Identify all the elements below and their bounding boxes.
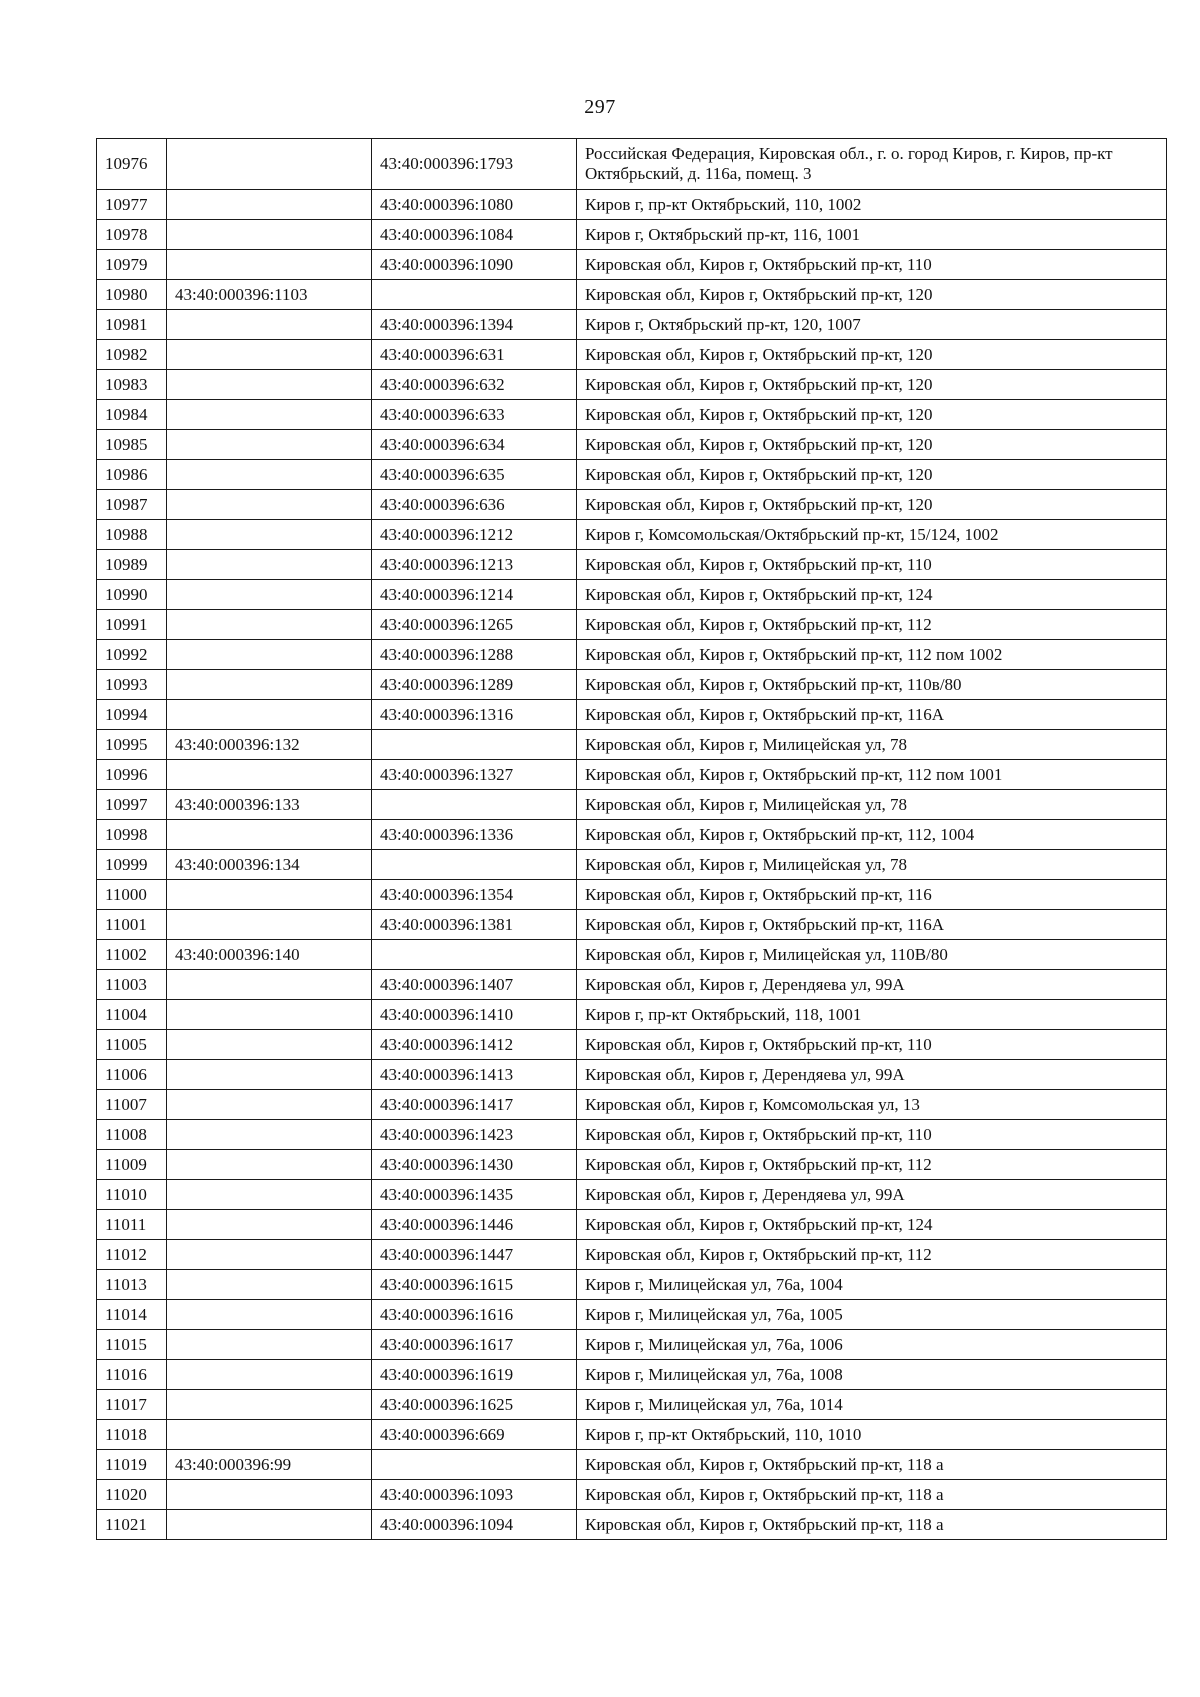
table-row bbox=[97, 820, 1167, 850]
object-cadastral-number-cell: 43:40:000396:1413 bbox=[372, 1060, 577, 1090]
object-cadastral-number-cell bbox=[372, 730, 577, 760]
address-cell: Кировская обл, Киров г, Октябрьский пр-кт, 112 bbox=[577, 1150, 1167, 1180]
row-number-cell: 11005 bbox=[97, 1030, 167, 1060]
land-cadastral-number-cell: 43:40:000396:132 bbox=[167, 730, 372, 760]
address-cell: Кировская обл, Киров г, Дерендяева ул, 99А bbox=[577, 1060, 1167, 1090]
land-cadastral-number-cell bbox=[167, 1060, 372, 1090]
object-cadastral-number-cell: 43:40:000396:1447 bbox=[372, 1240, 577, 1270]
land-cadastral-number-cell bbox=[167, 1150, 372, 1180]
table-row bbox=[97, 1150, 1167, 1180]
land-cadastral-number-cell bbox=[167, 400, 372, 430]
object-cadastral-number-cell bbox=[372, 940, 577, 970]
land-cadastral-number-cell bbox=[167, 520, 372, 550]
object-cadastral-number-cell: 43:40:000396:1289 bbox=[372, 670, 577, 700]
object-cadastral-number-cell: 43:40:000396:1615 bbox=[372, 1270, 577, 1300]
object-cadastral-number-cell: 43:40:000396:634 bbox=[372, 430, 577, 460]
table-row bbox=[97, 640, 1167, 670]
object-cadastral-number-cell: 43:40:000396:1410 bbox=[372, 1000, 577, 1030]
address-cell: Кировская обл, Киров г, Октябрьский пр-кт, 124 bbox=[577, 1210, 1167, 1240]
land-cadastral-number-cell: 43:40:000396:133 bbox=[167, 790, 372, 820]
object-cadastral-number-cell: 43:40:000396:1423 bbox=[372, 1120, 577, 1150]
registry-table bbox=[96, 138, 1167, 1540]
row-number-cell: 11015 bbox=[97, 1330, 167, 1360]
table-row bbox=[97, 1480, 1167, 1510]
row-number-cell: 11019 bbox=[97, 1450, 167, 1480]
row-number-cell: 11002 bbox=[97, 940, 167, 970]
table-row bbox=[97, 1120, 1167, 1150]
address-cell: Кировская обл, Киров г, Милицейская ул, 110В/80 bbox=[577, 940, 1167, 970]
address-cell: Кировская обл, Киров г, Октябрьский пр-кт, 112, 1004 bbox=[577, 820, 1167, 850]
table-row bbox=[97, 139, 1167, 190]
object-cadastral-number-cell: 43:40:000396:1407 bbox=[372, 970, 577, 1000]
table-row bbox=[97, 940, 1167, 970]
address-cell: Кировская обл, Киров г, Октябрьский пр-кт, 120 bbox=[577, 340, 1167, 370]
row-number-cell: 11004 bbox=[97, 1000, 167, 1030]
row-number-cell: 11010 bbox=[97, 1180, 167, 1210]
object-cadastral-number-cell: 43:40:000396:1093 bbox=[372, 1480, 577, 1510]
row-number-cell: 10979 bbox=[97, 250, 167, 280]
object-cadastral-number-cell: 43:40:000396:1435 bbox=[372, 1180, 577, 1210]
address-cell: Кировская обл, Киров г, Октябрьский пр-кт, 118 а bbox=[577, 1480, 1167, 1510]
row-number-cell: 10994 bbox=[97, 700, 167, 730]
row-number-cell: 11021 bbox=[97, 1510, 167, 1540]
object-cadastral-number-cell: 43:40:000396:1430 bbox=[372, 1150, 577, 1180]
table-row bbox=[97, 790, 1167, 820]
row-number-cell: 11020 bbox=[97, 1480, 167, 1510]
address-cell: Кировская обл, Киров г, Октябрьский пр-кт, 112 bbox=[577, 1240, 1167, 1270]
land-cadastral-number-cell bbox=[167, 970, 372, 1000]
land-cadastral-number-cell bbox=[167, 340, 372, 370]
land-cadastral-number-cell bbox=[167, 700, 372, 730]
table-row bbox=[97, 670, 1167, 700]
address-cell: Кировская обл, Киров г, Октябрьский пр-кт, 112 пом 1001 bbox=[577, 760, 1167, 790]
object-cadastral-number-cell bbox=[372, 1450, 577, 1480]
table-row bbox=[97, 250, 1167, 280]
land-cadastral-number-cell bbox=[167, 1390, 372, 1420]
table-row bbox=[97, 1300, 1167, 1330]
object-cadastral-number-cell: 43:40:000396:1617 bbox=[372, 1330, 577, 1360]
address-cell: Кировская обл, Киров г, Дерендяева ул, 99А bbox=[577, 970, 1167, 1000]
table-row bbox=[97, 1330, 1167, 1360]
table-row bbox=[97, 1420, 1167, 1450]
address-cell: Кировская обл, Киров г, Октябрьский пр-кт, 120 bbox=[577, 430, 1167, 460]
object-cadastral-number-cell: 43:40:000396:1336 bbox=[372, 820, 577, 850]
address-cell: Киров г, Октябрьский пр-кт, 116, 1001 bbox=[577, 220, 1167, 250]
row-number-cell: 10982 bbox=[97, 340, 167, 370]
row-number-cell: 10983 bbox=[97, 370, 167, 400]
land-cadastral-number-cell bbox=[167, 880, 372, 910]
table-row bbox=[97, 730, 1167, 760]
object-cadastral-number-cell: 43:40:000396:1417 bbox=[372, 1090, 577, 1120]
row-number-cell: 11011 bbox=[97, 1210, 167, 1240]
land-cadastral-number-cell bbox=[167, 670, 372, 700]
address-cell: Кировская обл, Киров г, Октябрьский пр-кт, 110 bbox=[577, 550, 1167, 580]
land-cadastral-number-cell bbox=[167, 460, 372, 490]
address-cell: Киров г, Милицейская ул, 76а, 1004 bbox=[577, 1270, 1167, 1300]
table-row bbox=[97, 550, 1167, 580]
address-cell: Кировская обл, Киров г, Октябрьский пр-кт, 110 bbox=[577, 1030, 1167, 1060]
object-cadastral-number-cell: 43:40:000396:1327 bbox=[372, 760, 577, 790]
row-number-cell: 10988 bbox=[97, 520, 167, 550]
table-row bbox=[97, 610, 1167, 640]
object-cadastral-number-cell: 43:40:000396:1793 bbox=[372, 139, 577, 190]
row-number-cell: 11017 bbox=[97, 1390, 167, 1420]
row-number-cell: 10997 bbox=[97, 790, 167, 820]
row-number-cell: 10980 bbox=[97, 280, 167, 310]
row-number-cell: 10995 bbox=[97, 730, 167, 760]
table-row bbox=[97, 1210, 1167, 1240]
land-cadastral-number-cell bbox=[167, 370, 372, 400]
row-number-cell: 10977 bbox=[97, 190, 167, 220]
row-number-cell: 10987 bbox=[97, 490, 167, 520]
land-cadastral-number-cell: 43:40:000396:140 bbox=[167, 940, 372, 970]
object-cadastral-number-cell: 43:40:000396:635 bbox=[372, 460, 577, 490]
row-number-cell: 11013 bbox=[97, 1270, 167, 1300]
land-cadastral-number-cell bbox=[167, 1300, 372, 1330]
land-cadastral-number-cell bbox=[167, 490, 372, 520]
row-number-cell: 10999 bbox=[97, 850, 167, 880]
table-row bbox=[97, 400, 1167, 430]
address-cell: Киров г, Милицейская ул, 76а, 1008 bbox=[577, 1360, 1167, 1390]
table-row bbox=[97, 850, 1167, 880]
land-cadastral-number-cell bbox=[167, 190, 372, 220]
address-cell: Киров г, пр-кт Октябрьский, 118, 1001 bbox=[577, 1000, 1167, 1030]
address-cell: Кировская обл, Киров г, Октябрьский пр-кт, 118 а bbox=[577, 1450, 1167, 1480]
object-cadastral-number-cell: 43:40:000396:1381 bbox=[372, 910, 577, 940]
table-row bbox=[97, 520, 1167, 550]
land-cadastral-number-cell bbox=[167, 550, 372, 580]
object-cadastral-number-cell: 43:40:000396:1412 bbox=[372, 1030, 577, 1060]
row-number-cell: 10984 bbox=[97, 400, 167, 430]
object-cadastral-number-cell: 43:40:000396:1214 bbox=[372, 580, 577, 610]
row-number-cell: 11009 bbox=[97, 1150, 167, 1180]
row-number-cell: 11014 bbox=[97, 1300, 167, 1330]
address-cell: Кировская обл, Киров г, Октябрьский пр-кт, 116А bbox=[577, 700, 1167, 730]
land-cadastral-number-cell bbox=[167, 430, 372, 460]
land-cadastral-number-cell bbox=[167, 910, 372, 940]
table-row bbox=[97, 1510, 1167, 1540]
row-number-cell: 10990 bbox=[97, 580, 167, 610]
address-cell: Кировская обл, Киров г, Милицейская ул, 78 bbox=[577, 790, 1167, 820]
address-cell: Кировская обл, Киров г, Милицейская ул, 78 bbox=[577, 730, 1167, 760]
land-cadastral-number-cell bbox=[167, 1090, 372, 1120]
object-cadastral-number-cell: 43:40:000396:633 bbox=[372, 400, 577, 430]
row-number-cell: 11018 bbox=[97, 1420, 167, 1450]
table-row bbox=[97, 490, 1167, 520]
object-cadastral-number-cell: 43:40:000396:1316 bbox=[372, 700, 577, 730]
table-row bbox=[97, 190, 1167, 220]
table-row bbox=[97, 700, 1167, 730]
table-row bbox=[97, 1450, 1167, 1480]
table-row bbox=[97, 1030, 1167, 1060]
address-cell: Кировская обл, Киров г, Милицейская ул, 78 bbox=[577, 850, 1167, 880]
row-number-cell: 11001 bbox=[97, 910, 167, 940]
land-cadastral-number-cell bbox=[167, 1510, 372, 1540]
object-cadastral-number-cell: 43:40:000396:1213 bbox=[372, 550, 577, 580]
table-row bbox=[97, 1180, 1167, 1210]
row-number-cell: 10996 bbox=[97, 760, 167, 790]
object-cadastral-number-cell: 43:40:000396:631 bbox=[372, 340, 577, 370]
row-number-cell: 11016 bbox=[97, 1360, 167, 1390]
table-row bbox=[97, 760, 1167, 790]
row-number-cell: 10993 bbox=[97, 670, 167, 700]
object-cadastral-number-cell bbox=[372, 790, 577, 820]
address-cell: Киров г, Комсомольская/Октябрьский пр-кт, 15/124, 1002 bbox=[577, 520, 1167, 550]
address-cell: Киров г, Милицейская ул, 76а, 1006 bbox=[577, 1330, 1167, 1360]
row-number-cell: 10998 bbox=[97, 820, 167, 850]
table-row bbox=[97, 910, 1167, 940]
table-row bbox=[97, 430, 1167, 460]
land-cadastral-number-cell bbox=[167, 1240, 372, 1270]
object-cadastral-number-cell: 43:40:000396:1212 bbox=[372, 520, 577, 550]
object-cadastral-number-cell bbox=[372, 850, 577, 880]
row-number-cell: 11000 bbox=[97, 880, 167, 910]
table-row bbox=[97, 580, 1167, 610]
row-number-cell: 11012 bbox=[97, 1240, 167, 1270]
land-cadastral-number-cell bbox=[167, 1270, 372, 1300]
land-cadastral-number-cell bbox=[167, 220, 372, 250]
page-number: 297 bbox=[584, 96, 616, 118]
address-cell: Кировская обл, Киров г, Октябрьский пр-кт, 124 bbox=[577, 580, 1167, 610]
land-cadastral-number-cell bbox=[167, 1180, 372, 1210]
address-cell: Кировская обл, Киров г, Октябрьский пр-кт, 120 bbox=[577, 370, 1167, 400]
land-cadastral-number-cell bbox=[167, 760, 372, 790]
land-cadastral-number-cell: 43:40:000396:1103 bbox=[167, 280, 372, 310]
row-number-cell: 10978 bbox=[97, 220, 167, 250]
object-cadastral-number-cell: 43:40:000396:1619 bbox=[372, 1360, 577, 1390]
row-number-cell: 10986 bbox=[97, 460, 167, 490]
object-cadastral-number-cell: 43:40:000396:632 bbox=[372, 370, 577, 400]
row-number-cell: 11008 bbox=[97, 1120, 167, 1150]
table-row bbox=[97, 880, 1167, 910]
address-cell: Кировская обл, Киров г, Октябрьский пр-кт, 118 а bbox=[577, 1510, 1167, 1540]
land-cadastral-number-cell bbox=[167, 1000, 372, 1030]
object-cadastral-number-cell: 43:40:000396:669 bbox=[372, 1420, 577, 1450]
table-row bbox=[97, 970, 1167, 1000]
address-cell: Кировская обл, Киров г, Октябрьский пр-кт, 120 bbox=[577, 280, 1167, 310]
row-number-cell: 10989 bbox=[97, 550, 167, 580]
land-cadastral-number-cell: 43:40:000396:134 bbox=[167, 850, 372, 880]
row-number-cell: 11007 bbox=[97, 1090, 167, 1120]
land-cadastral-number-cell bbox=[167, 1360, 372, 1390]
row-number-cell: 10976 bbox=[97, 139, 167, 190]
row-number-cell: 10991 bbox=[97, 610, 167, 640]
address-cell: Кировская обл, Киров г, Октябрьский пр-кт, 120 bbox=[577, 400, 1167, 430]
object-cadastral-number-cell: 43:40:000396:1090 bbox=[372, 250, 577, 280]
land-cadastral-number-cell bbox=[167, 1120, 372, 1150]
table-row bbox=[97, 1090, 1167, 1120]
object-cadastral-number-cell: 43:40:000396:1446 bbox=[372, 1210, 577, 1240]
object-cadastral-number-cell: 43:40:000396:1265 bbox=[372, 610, 577, 640]
address-cell: Кировская обл, Киров г, Октябрьский пр-кт, 112 bbox=[577, 610, 1167, 640]
table-row bbox=[97, 460, 1167, 490]
address-cell: Кировская обл, Киров г, Октябрьский пр-кт, 116А bbox=[577, 910, 1167, 940]
land-cadastral-number-cell bbox=[167, 1330, 372, 1360]
object-cadastral-number-cell: 43:40:000396:1616 bbox=[372, 1300, 577, 1330]
table-row bbox=[97, 370, 1167, 400]
land-cadastral-number-cell bbox=[167, 580, 372, 610]
row-number-cell: 10992 bbox=[97, 640, 167, 670]
address-cell: Кировская обл, Киров г, Октябрьский пр-кт, 120 bbox=[577, 460, 1167, 490]
address-cell: Киров г, Милицейская ул, 76а, 1014 bbox=[577, 1390, 1167, 1420]
registry-table-body bbox=[97, 139, 1167, 1540]
land-cadastral-number-cell bbox=[167, 1030, 372, 1060]
object-cadastral-number-cell: 43:40:000396:1084 bbox=[372, 220, 577, 250]
table-row bbox=[97, 1000, 1167, 1030]
address-cell: Киров г, Милицейская ул, 76а, 1005 bbox=[577, 1300, 1167, 1330]
table-row bbox=[97, 1270, 1167, 1300]
object-cadastral-number-cell: 43:40:000396:1625 bbox=[372, 1390, 577, 1420]
object-cadastral-number-cell: 43:40:000396:1288 bbox=[372, 640, 577, 670]
address-cell: Кировская обл, Киров г, Октябрьский пр-кт, 110в/80 bbox=[577, 670, 1167, 700]
land-cadastral-number-cell bbox=[167, 1210, 372, 1240]
table-row bbox=[97, 1390, 1167, 1420]
object-cadastral-number-cell: 43:40:000396:636 bbox=[372, 490, 577, 520]
land-cadastral-number-cell bbox=[167, 640, 372, 670]
address-cell: Киров г, Октябрьский пр-кт, 120, 1007 bbox=[577, 310, 1167, 340]
address-cell: Киров г, пр-кт Октябрьский, 110, 1002 bbox=[577, 190, 1167, 220]
object-cadastral-number-cell: 43:40:000396:1394 bbox=[372, 310, 577, 340]
table-row bbox=[97, 220, 1167, 250]
address-cell: Кировская обл, Киров г, Октябрьский пр-кт, 120 bbox=[577, 490, 1167, 520]
object-cadastral-number-cell: 43:40:000396:1080 bbox=[372, 190, 577, 220]
object-cadastral-number-cell: 43:40:000396:1354 bbox=[372, 880, 577, 910]
land-cadastral-number-cell bbox=[167, 1480, 372, 1510]
land-cadastral-number-cell bbox=[167, 820, 372, 850]
address-cell: Киров г, пр-кт Октябрьский, 110, 1010 bbox=[577, 1420, 1167, 1450]
table-row bbox=[97, 280, 1167, 310]
row-number-cell: 10981 bbox=[97, 310, 167, 340]
address-cell: Российская Федерация, Кировская обл., г. о. город Киров, г. Киров, пр-кт Октябрьский, д. 116а, помещ. 3 bbox=[577, 139, 1167, 190]
table-row bbox=[97, 310, 1167, 340]
address-cell: Кировская обл, Киров г, Октябрьский пр-кт, 110 bbox=[577, 1120, 1167, 1150]
address-cell: Кировская обл, Киров г, Октябрьский пр-кт, 116 bbox=[577, 880, 1167, 910]
table-row bbox=[97, 340, 1167, 370]
land-cadastral-number-cell bbox=[167, 1420, 372, 1450]
object-cadastral-number-cell: 43:40:000396:1094 bbox=[372, 1510, 577, 1540]
address-cell: Кировская обл, Киров г, Октябрьский пр-кт, 112 пом 1002 bbox=[577, 640, 1167, 670]
address-cell: Кировская обл, Киров г, Октябрьский пр-кт, 110 bbox=[577, 250, 1167, 280]
table-row bbox=[97, 1240, 1167, 1270]
address-cell: Кировская обл, Киров г, Дерендяева ул, 99А bbox=[577, 1180, 1167, 1210]
land-cadastral-number-cell bbox=[167, 610, 372, 640]
land-cadastral-number-cell bbox=[167, 250, 372, 280]
land-cadastral-number-cell: 43:40:000396:99 bbox=[167, 1450, 372, 1480]
table-row bbox=[97, 1360, 1167, 1390]
land-cadastral-number-cell bbox=[167, 310, 372, 340]
row-number-cell: 11003 bbox=[97, 970, 167, 1000]
address-cell: Кировская обл, Киров г, Комсомольская ул, 13 bbox=[577, 1090, 1167, 1120]
object-cadastral-number-cell bbox=[372, 280, 577, 310]
row-number-cell: 11006 bbox=[97, 1060, 167, 1090]
table-row bbox=[97, 1060, 1167, 1090]
row-number-cell: 10985 bbox=[97, 430, 167, 460]
land-cadastral-number-cell bbox=[167, 139, 372, 190]
